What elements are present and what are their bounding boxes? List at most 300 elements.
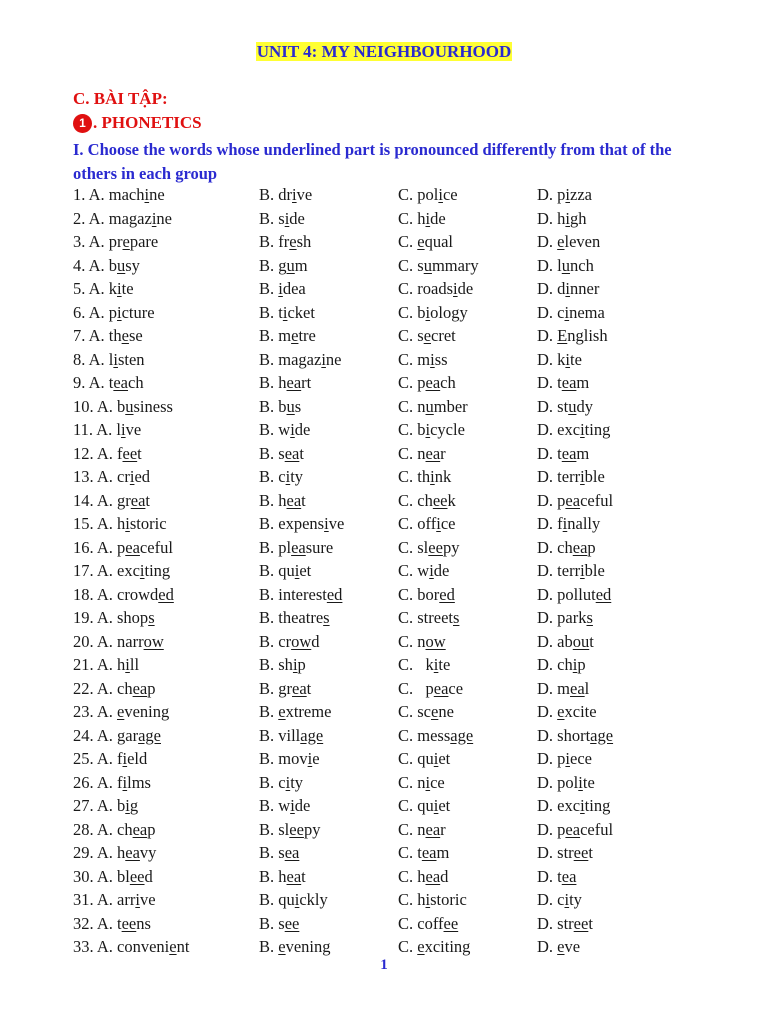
option-c [398, 583, 455, 607]
question-row [73, 442, 753, 466]
word-pre: p [557, 185, 566, 204]
word-pre: mess [417, 725, 451, 745]
option-d [537, 700, 597, 724]
word-letter: D. [537, 843, 558, 862]
underlined-sound: ea [286, 490, 302, 510]
option-d [537, 841, 593, 865]
underlined-sound: ea [425, 373, 441, 392]
word-pre: exc [557, 796, 581, 815]
underlined-sound: i [125, 796, 130, 815]
question-row [73, 207, 753, 231]
option-d [537, 254, 594, 278]
word-pre: bor [417, 584, 440, 604]
word-letter: D. [537, 866, 558, 886]
word-pre: c [557, 890, 565, 909]
word-post: t [137, 443, 142, 463]
word-letter: B. [259, 349, 279, 369]
underlined-sound: ea [284, 843, 300, 862]
word-pre: p [108, 302, 118, 322]
word-pre: b [117, 796, 126, 815]
option-a [73, 559, 170, 583]
word-pre: ch [417, 490, 433, 510]
underlined-sound: i [144, 185, 150, 204]
word-post: storic [129, 514, 167, 533]
word-post: ce [448, 678, 464, 698]
underlined-sound: i [433, 655, 439, 674]
word-letter: B. [259, 302, 279, 322]
option-b [259, 630, 320, 654]
option-b [259, 583, 342, 607]
option-a [73, 606, 155, 630]
word-pre: ch [117, 678, 133, 698]
option-c [398, 418, 465, 442]
word-letter: C. [398, 561, 418, 580]
word-letter: D. [537, 561, 558, 580]
option-c [398, 559, 449, 583]
option-d [537, 395, 593, 419]
option-a [73, 207, 172, 231]
underlined-sound: ee [443, 913, 459, 933]
underlined-sound: i [425, 890, 431, 909]
word-letter: C. [398, 208, 418, 228]
option-b [259, 465, 303, 489]
option-a [73, 512, 167, 536]
option-a [73, 700, 169, 724]
option-b [259, 935, 331, 959]
word-letter: B. [259, 396, 279, 416]
word-pre: th [417, 467, 431, 486]
word-pre: h [117, 843, 126, 862]
underlined-sound: e [117, 702, 125, 721]
word-post: ceful [139, 537, 173, 557]
underlined-sound: i [430, 467, 435, 486]
underlined-sound: i [113, 349, 118, 369]
word-letter: D. [537, 725, 558, 745]
option-c [398, 301, 468, 325]
option-a [73, 442, 142, 466]
word-pre: g [278, 255, 287, 275]
word-post: ce [442, 185, 458, 204]
question-number: 4. [73, 255, 86, 275]
option-d [537, 888, 582, 912]
option-a [73, 324, 143, 348]
word-letter: D. [537, 702, 558, 721]
word-letter: A. [88, 208, 109, 228]
word-post: nk [434, 467, 452, 486]
word-pre: n [417, 819, 426, 839]
word-post: dy [576, 396, 593, 416]
option-a [73, 653, 139, 677]
word-post: k [447, 490, 456, 510]
underlined-sound: i [129, 467, 135, 486]
option-c [398, 183, 458, 207]
word-pre: t [557, 443, 562, 463]
word-pre: expens [278, 514, 325, 533]
underlined-sound: e [431, 702, 439, 721]
word-post: nema [569, 302, 605, 322]
word-pre: pr [108, 232, 123, 251]
word-pre: dr [278, 185, 293, 204]
word-letter: A. [88, 232, 109, 251]
underlined-sound: i [580, 796, 585, 815]
option-c [398, 277, 473, 301]
underlined-sound: ea [572, 537, 588, 557]
word-pre: h [278, 866, 287, 886]
word-pre: m [278, 326, 292, 345]
option-d [537, 818, 613, 842]
option-d [537, 677, 589, 701]
word-post: de [457, 279, 474, 298]
word-letter: C. [398, 725, 418, 745]
underlined-sound: ea [132, 819, 148, 839]
word-post: ckly [299, 890, 328, 909]
question-row [73, 771, 753, 795]
underlined-sound: age [300, 725, 324, 745]
word-letter: B. [259, 490, 279, 510]
word-pre: gr [278, 678, 293, 698]
underlined-sound: ed [326, 584, 343, 604]
word-pre: sl [417, 537, 429, 557]
question-row [73, 395, 753, 419]
word-pre: w [417, 561, 430, 580]
word-letter: A. [88, 349, 109, 369]
word-pre: qu [278, 890, 295, 909]
word-pre: s [278, 208, 285, 228]
option-a [73, 771, 151, 795]
word-pre: s [278, 443, 285, 463]
word-pre: off [417, 514, 437, 533]
option-c [398, 489, 456, 513]
word-pre: cr [117, 467, 130, 486]
word-post: sh [296, 232, 312, 251]
word-post: te [582, 772, 595, 792]
question-row [73, 418, 753, 442]
option-a [73, 301, 155, 325]
word-letter: B. [259, 561, 279, 580]
question-number: 9. [73, 373, 86, 392]
option-b [259, 277, 306, 301]
word-post: t [588, 913, 593, 933]
unit-title: UNIT 4: MY NEIGHBOURHOOD [256, 42, 512, 61]
option-c [398, 324, 456, 348]
option-b [259, 677, 311, 701]
word-letter: C. [398, 443, 418, 463]
underlined-sound: s [148, 608, 155, 627]
question-number: 11. [73, 420, 94, 439]
option-a [73, 724, 161, 748]
underlined-sound: i [151, 208, 157, 228]
word-pre: p [557, 749, 566, 768]
word-letter: C. [398, 255, 418, 275]
underlined-sound: i [290, 420, 295, 439]
word-pre: s [278, 843, 285, 862]
word-letter: B. [259, 232, 279, 251]
word-post: d [144, 866, 153, 886]
option-c [398, 653, 450, 677]
option-c [398, 700, 454, 724]
option-c [398, 912, 458, 936]
word-pre: mov [278, 749, 308, 768]
word-post: pare [129, 232, 159, 251]
option-a [73, 935, 189, 959]
underlined-sound: i [453, 279, 458, 298]
option-b [259, 559, 311, 583]
word-letter: A. [96, 678, 118, 698]
option-b [259, 183, 312, 207]
option-b [259, 536, 333, 560]
word-pre: h [557, 208, 566, 228]
word-post: py [303, 819, 321, 839]
underlined-sound: i [565, 208, 571, 228]
underlined-sound: i [430, 349, 435, 369]
word-pre: b [417, 420, 426, 439]
question-number: 22. [73, 678, 94, 698]
option-c [398, 794, 450, 818]
word-letter: C. [398, 866, 418, 886]
question-number: 21. [73, 655, 94, 674]
underlined-sound: e [289, 232, 297, 251]
underlined-sound: ea [130, 490, 146, 510]
underlined-sound: s [323, 608, 330, 627]
underlined-sound: i [324, 514, 329, 533]
underlined-sound: i [580, 420, 585, 439]
question-row [73, 888, 753, 912]
word-pre: n [417, 443, 426, 463]
word-letter: B. [259, 185, 279, 204]
option-b [259, 207, 305, 231]
word-pre: theatre [278, 608, 324, 627]
word-letter: C. [398, 631, 418, 651]
option-a [73, 371, 144, 395]
word-pre: bl [117, 866, 130, 886]
word-post: sy [125, 255, 140, 275]
word-pre: f [117, 772, 123, 792]
underlined-sound: ea [125, 843, 140, 862]
option-b [259, 418, 310, 442]
underlined-sound: e [557, 702, 565, 721]
option-c [398, 630, 446, 654]
word-letter: B. [259, 608, 279, 627]
word-letter: C. [398, 279, 418, 298]
underlined-sound: s [586, 608, 593, 627]
option-d [537, 771, 595, 795]
word-letter: A. [88, 373, 109, 392]
underlined-sound: ea [561, 443, 577, 463]
word-letter: B. [259, 796, 279, 815]
underlined-sound: age [138, 725, 161, 745]
page-number: 1 [380, 957, 388, 973]
word-pre: d [557, 279, 566, 298]
word-post: ve [328, 514, 345, 533]
word-pre: h [417, 890, 426, 909]
underlined-sound: i [562, 514, 568, 533]
word-letter: A. [88, 302, 109, 322]
word-letter: A. [96, 561, 118, 580]
underlined-sound: i [572, 655, 578, 674]
word-post: r [440, 443, 446, 463]
word-pre: exc [117, 561, 140, 580]
underlined-sound: age [450, 725, 474, 745]
word-letter: A. [96, 725, 118, 745]
word-post: xtreme [285, 702, 332, 721]
word-post: rt [301, 373, 312, 392]
word-pre: k [108, 279, 118, 298]
underlined-sound: i [564, 302, 570, 322]
word-post: nglish [567, 326, 608, 345]
word-post: ll [129, 655, 140, 674]
word-post: mmary [431, 255, 479, 275]
underlined-sound: u [423, 255, 432, 275]
word-pre: fr [278, 232, 290, 251]
word-letter: D. [537, 584, 558, 604]
word-letter: C. [398, 302, 418, 322]
underlined-sound: ee [129, 866, 145, 886]
option-b [259, 301, 315, 325]
word-post: ting [144, 561, 171, 580]
word-letter: D. [537, 420, 558, 439]
word-letter: B. [259, 631, 279, 651]
word-letter: D. [537, 302, 558, 322]
question-row [73, 653, 753, 677]
underlined-sound: ea [425, 819, 441, 839]
word-letter: A. [96, 796, 118, 815]
word-post: e [312, 749, 320, 768]
underlined-sound: e [417, 232, 425, 251]
underlined-sound: ea [286, 373, 302, 392]
word-post: m [576, 373, 590, 392]
option-c [398, 536, 459, 560]
underlined-sound: i [121, 420, 126, 439]
word-post: tre [298, 326, 316, 345]
option-d [537, 559, 605, 583]
word-pre: ch [557, 655, 573, 674]
underlined-sound: i [578, 772, 583, 792]
word-pre: qu [417, 796, 434, 815]
word-pre: terr [557, 561, 581, 580]
question-row [73, 794, 753, 818]
word-post: d [311, 631, 320, 651]
option-a [73, 912, 151, 936]
word-pre: interest [278, 584, 327, 604]
underlined-sound: ou [572, 631, 590, 651]
word-post: t [589, 631, 594, 651]
word-pre: b [117, 396, 126, 416]
word-pre: l [108, 349, 114, 369]
word-letter: B. [259, 208, 279, 228]
word-letter: C. [398, 608, 418, 627]
word-letter: B. [259, 913, 279, 933]
question-number: 14. [73, 490, 94, 510]
word-post: storic [430, 890, 467, 909]
word-letter: B. [259, 843, 279, 862]
word-letter: A. [96, 702, 118, 721]
word-pre: b [108, 255, 118, 275]
word-letter: D. [537, 490, 558, 510]
word-letter: D. [537, 255, 558, 275]
word-pre: crowd [117, 584, 159, 604]
word-pre: arr [117, 890, 136, 909]
underlined-sound: ea [565, 490, 581, 510]
question-number: 10. [73, 396, 94, 416]
word-pre: t [278, 302, 283, 322]
word-letter: C. [398, 843, 418, 862]
word-post: sure [305, 537, 334, 557]
word-letter: D. [537, 185, 558, 204]
word-letter: D. [537, 443, 558, 463]
word-post: nally [567, 514, 601, 533]
word-pre: h [417, 866, 426, 886]
word-post: ble [584, 467, 605, 486]
underlined-sound: ea [433, 678, 449, 698]
word-pre: coff [417, 913, 444, 933]
word-post: te [570, 349, 582, 369]
word-letter: A. [96, 890, 118, 909]
word-pre: roads [417, 279, 454, 298]
option-c [398, 888, 467, 912]
underlined-sound: ow [425, 631, 446, 651]
option-b [259, 794, 310, 818]
question-row [73, 348, 753, 372]
word-post: ch [440, 373, 456, 392]
underlined-sound: e [122, 232, 130, 251]
word-post: vening [285, 937, 331, 956]
word-letter: C. [398, 678, 418, 698]
word-pre: b [278, 396, 287, 416]
option-d [537, 912, 593, 936]
underlined-sound: ea [561, 866, 577, 886]
word-pre: shop [117, 608, 149, 627]
word-pre: w [278, 420, 291, 439]
word-pre: m [557, 678, 571, 698]
option-d [537, 442, 589, 466]
word-letter: C. [398, 913, 418, 933]
option-d [537, 183, 592, 207]
word-letter: D. [537, 796, 558, 815]
option-b [259, 324, 316, 348]
underlined-sound: i [125, 514, 130, 533]
word-post: sten [117, 349, 145, 369]
underlined-sound: i [285, 772, 291, 792]
underlined-sound: ea [113, 373, 129, 392]
word-letter: A. [96, 631, 118, 651]
word-letter: B. [259, 749, 279, 768]
word-letter: C. [398, 937, 418, 956]
word-letter: C. [398, 819, 418, 839]
word-letter: C. [398, 749, 418, 768]
option-b [259, 818, 320, 842]
word-pre: p [417, 678, 434, 698]
option-a [73, 395, 173, 419]
question-number: 26. [73, 772, 94, 792]
option-a [73, 630, 164, 654]
word-pre: h [117, 655, 126, 674]
word-post: ty [290, 467, 304, 486]
question-number: 25. [73, 749, 94, 768]
question-number: 1. [73, 185, 86, 204]
word-letter: D. [537, 772, 558, 792]
word-letter: B. [259, 678, 279, 698]
word-post: s [294, 396, 302, 416]
underlined-sound: ea [421, 843, 437, 862]
question-row [73, 559, 753, 583]
underlined-sound: i [425, 208, 431, 228]
word-post: vy [139, 843, 157, 862]
word-post: ceful [580, 490, 614, 510]
underlined-sound: i [125, 655, 130, 674]
word-pre: f [557, 514, 563, 533]
word-letter: D. [537, 631, 558, 651]
word-pre: t [108, 373, 114, 392]
